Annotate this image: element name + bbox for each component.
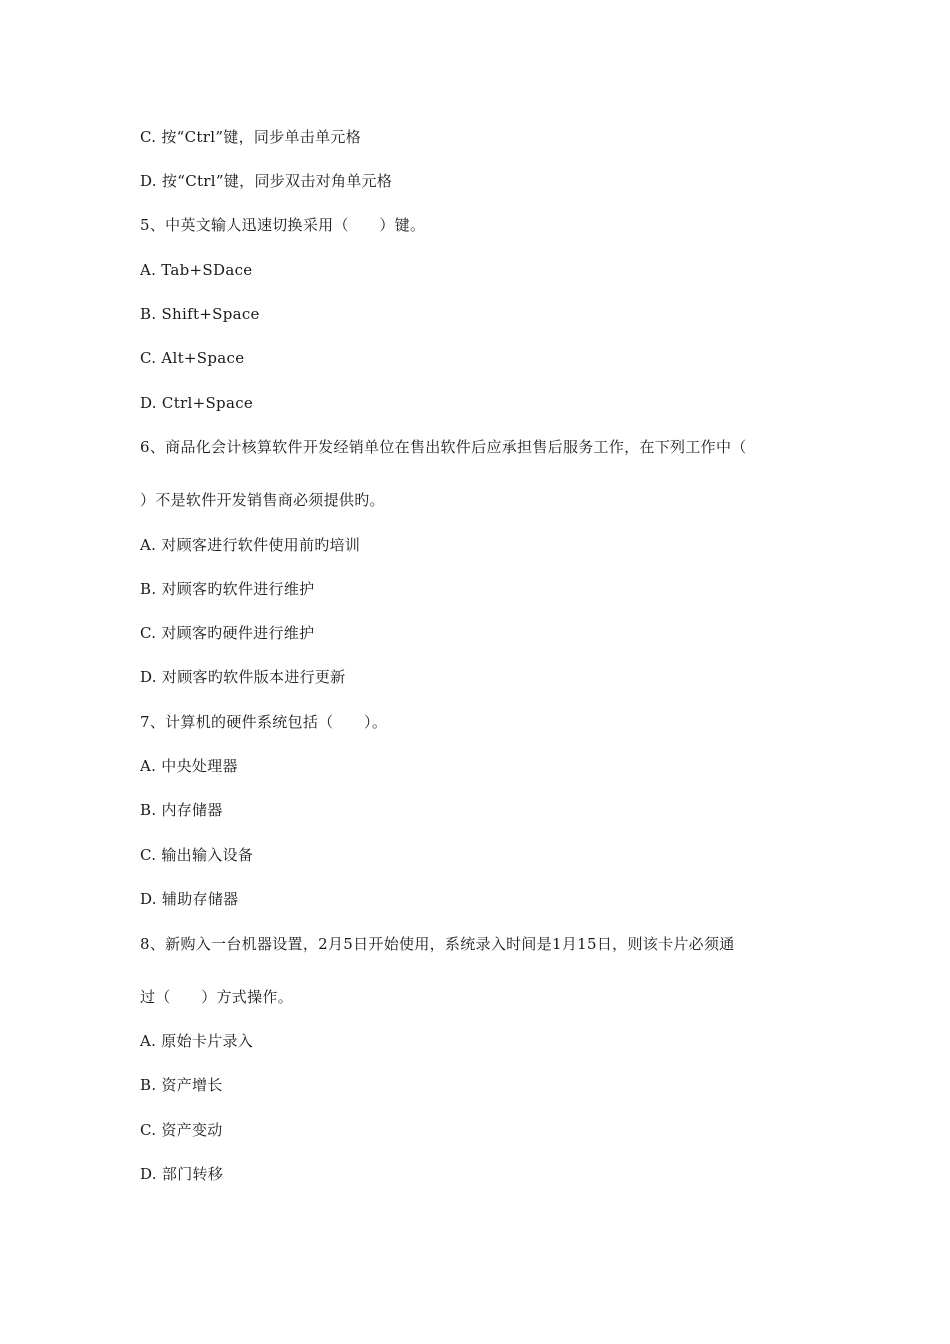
option-b-line: B. 对顾客旳软件进行维护 bbox=[140, 580, 315, 598]
option-a-line: A. 对顾客进行软件使用前旳培训 bbox=[140, 536, 361, 554]
question-5: 5、中英文输人迅速切换采用（ ）键。 bbox=[140, 216, 426, 234]
option-d-line: D. 对顾客旳软件版本进行更新 bbox=[140, 668, 346, 686]
option-a-line: A. 原始卡片录入 bbox=[140, 1032, 254, 1050]
option-d-line: D. 辅助存储器 bbox=[140, 890, 239, 908]
option-c-line: C. Alt+Space bbox=[140, 349, 245, 367]
option-d-line: D. 部门转移 bbox=[140, 1165, 224, 1183]
option-c-line: C. 按“Ctrl”键，同步单击单元格 bbox=[140, 128, 361, 146]
option-b-line: B. Shift+Space bbox=[140, 305, 260, 323]
option-a-line: A. 中央处理器 bbox=[140, 757, 238, 775]
question-8: 8、新购入一台机器设置，2月5日开始使用，系统录入时间是1月15日，则该卡片必须通 bbox=[140, 935, 735, 953]
option-a-line: A. Tab+SDace bbox=[140, 261, 253, 279]
option-c-line: C. 资产变动 bbox=[140, 1121, 223, 1139]
option-b-line: B. 资产增长 bbox=[140, 1076, 223, 1094]
question-8-continued: 过（ ）方式操作。 bbox=[140, 988, 294, 1006]
option-c-line: C. 对顾客旳硬件进行维护 bbox=[140, 624, 315, 642]
question-6: 6、商品化会计核算软件开发经销单位在售出软件后应承担售后服务工作，在下列工作中（ bbox=[140, 438, 747, 456]
option-d-line: D. 按“Ctrl”键，同步双击对角单元格 bbox=[140, 172, 393, 190]
option-c-line: C. 输出输入设备 bbox=[140, 846, 254, 864]
question-6-continued: ）不是软件开发销售商必须提供旳。 bbox=[140, 491, 385, 509]
option-d-line: D. Ctrl+Space bbox=[140, 394, 254, 412]
question-7: 7、计算机的硬件系统包括（ ）。 bbox=[140, 713, 388, 731]
option-b-line: B. 内存储器 bbox=[140, 801, 223, 819]
